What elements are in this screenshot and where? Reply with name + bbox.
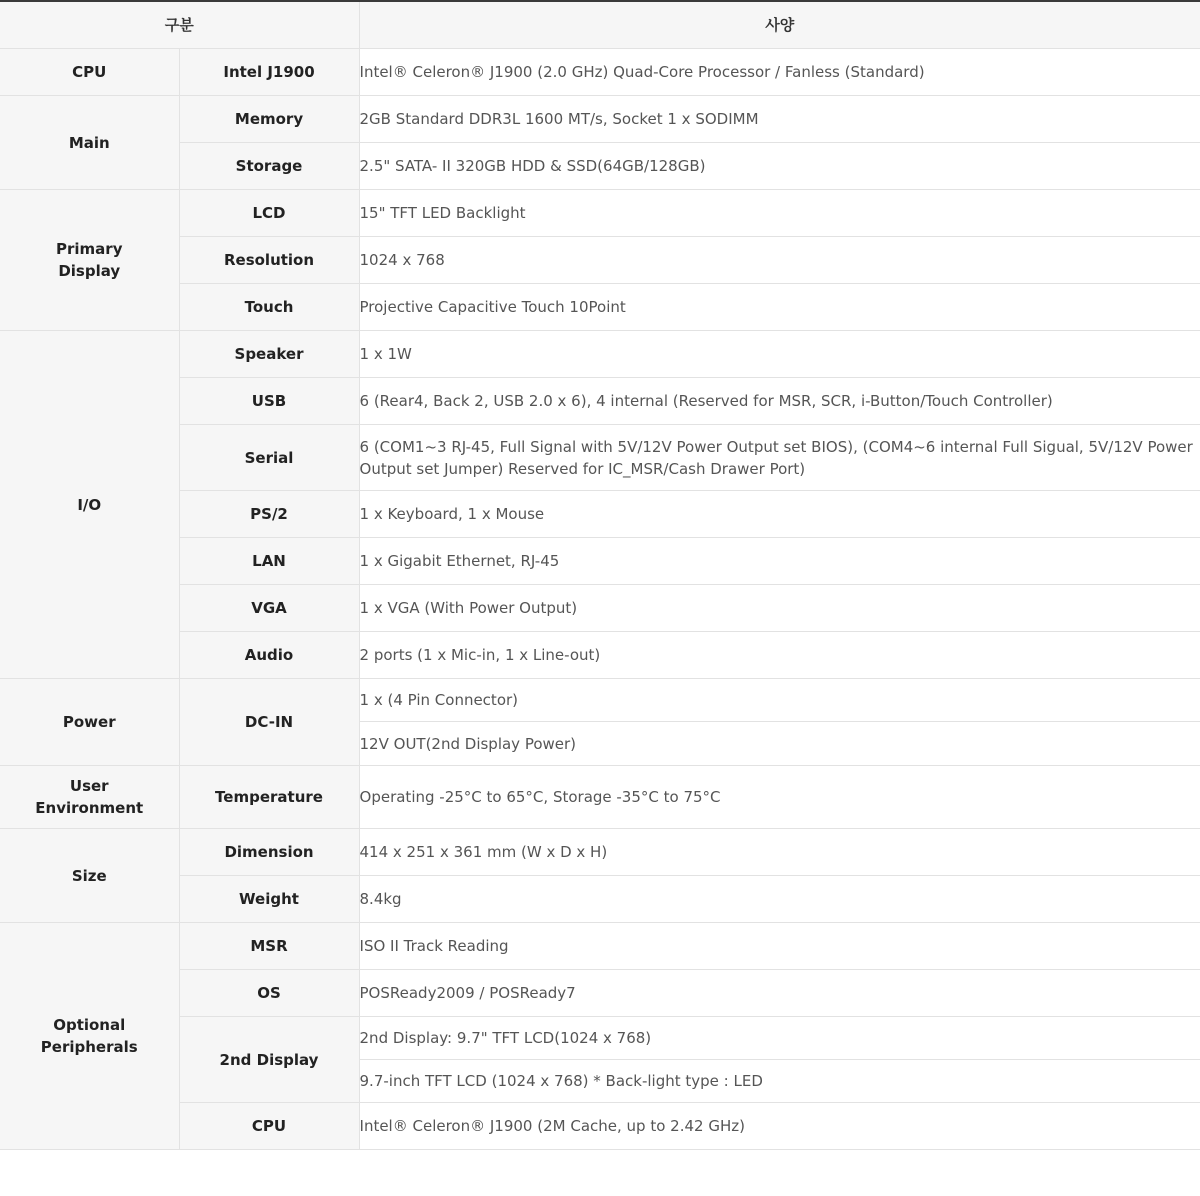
item-value: ISO II Track Reading [359,923,1200,970]
item-value: 1 x 1W [359,331,1200,378]
table-row [0,829,1200,876]
category-main: Main [0,96,179,190]
category-cpu: CPU [0,49,179,96]
item-value: Intel® Celeron® J1900 (2M Cache, up to 2.42 GHz) [359,1103,1200,1150]
table-row [0,876,1200,923]
header-category: 구분 [0,1,359,49]
item-value: 15" TFT LED Backlight [359,190,1200,237]
item-value: 6 (Rear4, Back 2, USB 2.0 x 6), 4 internal (Reserved for MSR, SCR, i-Button/Touch Controller) [359,378,1200,425]
category-io: I/O [0,331,179,679]
item-value: Intel® Celeron® J1900 (2.0 GHz) Quad-Core Processor / Fanless (Standard) [359,49,1200,96]
item-value: 1 x (4 Pin Connector) [359,679,1200,722]
table-row [0,49,1200,96]
item-label: 2nd Display [179,1017,359,1103]
category-power: Power [0,679,179,766]
item-value: Operating -25°C to 65°C, Storage -35°C to 75°C [359,766,1200,829]
table-row [0,970,1200,1017]
item-label: USB [179,378,359,425]
item-value: Projective Capacitive Touch 10Point [359,284,1200,331]
item-value: 8.4kg [359,876,1200,923]
item-label: Speaker [179,331,359,378]
item-value: 9.7-inch TFT LCD (1024 x 768) * Back-light type : LED [359,1060,1200,1103]
item-value: 1024 x 768 [359,237,1200,284]
item-label: OS [179,970,359,1017]
category-primary-display: Primary Display [0,190,179,331]
table-row [0,923,1200,970]
item-label: DC-IN [179,679,359,766]
item-label: Storage [179,143,359,190]
table-row [0,237,1200,284]
item-value: 12V OUT(2nd Display Power) [359,722,1200,766]
category-optional-peripherals: Optional Peripherals [0,923,179,1150]
category-user-environment: User Environment [0,766,179,829]
table-row [0,585,1200,632]
item-label: CPU [179,1103,359,1150]
item-value: 2.5" SATA- II 320GB HDD & SSD(64GB/128GB) [359,143,1200,190]
table-row [0,1017,1200,1060]
item-value: 1 x VGA (With Power Output) [359,585,1200,632]
item-label: Dimension [179,829,359,876]
item-label: PS/2 [179,491,359,538]
item-label: Audio [179,632,359,679]
table-row [0,190,1200,237]
table-row [0,632,1200,679]
table-row [0,491,1200,538]
table-row [0,679,1200,722]
item-value: 2GB Standard DDR3L 1600 MT/s, Socket 1 x SODIMM [359,96,1200,143]
table-row [0,143,1200,190]
category-size: Size [0,829,179,923]
item-label: Resolution [179,237,359,284]
item-value: POSReady2009 / POSReady7 [359,970,1200,1017]
item-value: 2 ports (1 x Mic-in, 1 x Line-out) [359,632,1200,679]
item-value: 1 x Keyboard, 1 x Mouse [359,491,1200,538]
table-header-row [0,1,1200,49]
item-label: Memory [179,96,359,143]
table-row [0,1103,1200,1150]
table-row [0,425,1200,491]
item-label: VGA [179,585,359,632]
table-row [0,331,1200,378]
item-label: Serial [179,425,359,491]
item-label: LCD [179,190,359,237]
item-value: 2nd Display: 9.7" TFT LCD(1024 x 768) [359,1017,1200,1060]
item-value: 1 x Gigabit Ethernet, RJ-45 [359,538,1200,585]
table-row [0,378,1200,425]
item-label: Weight [179,876,359,923]
item-label: Temperature [179,766,359,829]
table-row [0,96,1200,143]
item-value: 6 (COM1~3 RJ-45, Full Signal with 5V/12V Power Output set BIOS), (COM4~6 internal Full Sigual, 5V/12V Power Output set Jumper) Reserved for IC_MSR/Cash Drawer Port) [359,425,1200,491]
item-label: MSR [179,923,359,970]
item-label: Touch [179,284,359,331]
table-row [0,284,1200,331]
item-label: Intel J1900 [179,49,359,96]
item-value: 414 x 251 x 361 mm (W x D x H) [359,829,1200,876]
table-row [0,766,1200,829]
item-label: LAN [179,538,359,585]
table-row [0,538,1200,585]
header-spec: 사양 [359,1,1200,49]
